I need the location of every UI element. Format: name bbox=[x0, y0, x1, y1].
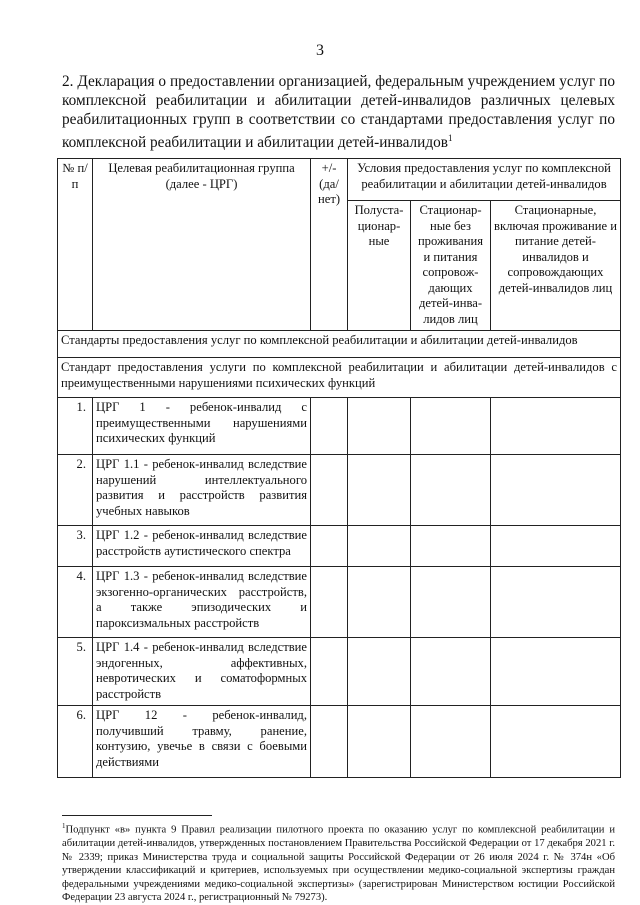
cell-yes-no[interactable] bbox=[311, 398, 348, 455]
cell-stationary-with-living[interactable] bbox=[491, 567, 621, 638]
footnote bbox=[62, 820, 615, 905]
cell-stationary-with-living[interactable] bbox=[491, 706, 621, 778]
cell-semi-stationary[interactable] bbox=[348, 567, 411, 638]
footnote-mark: 1 bbox=[62, 822, 66, 830]
subsection-title-row: Стандарт предоставления услуги по комплексной реабилитации и абилитации детей-инвалидов с преимущественными нарушениями психических функций bbox=[58, 358, 621, 398]
cell-semi-stationary[interactable] bbox=[348, 398, 411, 455]
row-group: ЦРГ 1.1 - ребенок-инвалид вследствие нарушений интеллектуального развития и расстройств развития учебных навыков bbox=[93, 455, 311, 526]
cell-yes-no[interactable] bbox=[311, 526, 348, 567]
footnote-text: Подпункт «в» пункта 9 Правил реализации пилотного проекта по оказанию услуг по комплексной реабилитации и абилитации детей-инвалидов, утвержденных постановлением Правительства Российской Федерации от 17 декабря 2021 г. № 2339; приказ Министерства труда и социальной защиты Российской Федерации от 26 июля 2024 г. № 374н «Об утверждении классификаций и критериев, используемых при осуществлении медико-социальной экспертизы граждан федеральными учреждениями медико-социальной экспертизы» (зарегистрирован Министерством юстиции Российской Федерации 23 августа 2024 г., регистрационный № 79273). bbox=[62, 824, 615, 904]
row-num: 5. bbox=[58, 638, 93, 706]
row-group: ЦРГ 1.3 - ребенок-инвалид вследствие экзогенно-органических расстройств, а также эпизодических и пароксизмальных расстройств bbox=[93, 567, 311, 638]
cell-stationary-with-living[interactable] bbox=[491, 398, 621, 455]
cell-stationary-no-living[interactable] bbox=[411, 398, 491, 455]
table-row bbox=[58, 398, 621, 455]
cell-stationary-no-living[interactable] bbox=[411, 455, 491, 526]
row-group: ЦРГ 1 - ребенок-инвалид с преимущественными нарушениями психических функций bbox=[93, 398, 311, 455]
header-group: Целевая реабилитационная группа (далее - ЦРГ) bbox=[93, 159, 311, 331]
cell-stationary-no-living[interactable] bbox=[411, 526, 491, 567]
cell-yes-no[interactable] bbox=[311, 455, 348, 526]
section-title-row: Стандарты предоставления услуг по комплексной реабилитации и абилитации детей-инвалидов bbox=[58, 331, 621, 358]
cell-semi-stationary[interactable] bbox=[348, 706, 411, 778]
cell-yes-no[interactable] bbox=[311, 638, 348, 706]
header-stationary-with-living: Стационарные, включая проживание и питание детей-инвалидов и сопровождающих детей-инвалидов лиц bbox=[491, 201, 621, 331]
table-row bbox=[58, 455, 621, 526]
header-num: № п/п bbox=[58, 159, 93, 331]
cell-stationary-no-living[interactable] bbox=[411, 706, 491, 778]
cell-yes-no[interactable] bbox=[311, 567, 348, 638]
table-row bbox=[58, 706, 621, 778]
cell-stationary-with-living[interactable] bbox=[491, 455, 621, 526]
row-group: ЦРГ 1.2 - ребенок-инвалид вследствие расстройств аутистического спектра bbox=[93, 526, 311, 567]
section-heading bbox=[62, 72, 615, 152]
heading-text: 2. Декларация о предоставлении организацией, федеральным учреждением услуг по комплексной реабилитации и абилитации детей-инвалидов различных целевых реабилитационных групп в соответствии со стандартами предоставления услуг по комплексной реабилитации и абилитации детей-инвалидов bbox=[62, 73, 615, 152]
row-group: ЦРГ 12 - ребенок-инвалид, получивший травму, ранение, контузию, увечье в связи с боевыми действиями bbox=[93, 706, 311, 778]
cell-semi-stationary[interactable] bbox=[348, 455, 411, 526]
page-number: 3 bbox=[316, 42, 324, 59]
cell-yes-no[interactable] bbox=[311, 706, 348, 778]
row-num: 6. bbox=[58, 706, 93, 778]
row-num: 3. bbox=[58, 526, 93, 567]
table-row bbox=[58, 567, 621, 638]
row-num: 2. bbox=[58, 455, 93, 526]
header-stationary-no-living: Стационар-ные без проживания и питания сопровож-дающих детей-инва-лидов лиц bbox=[411, 201, 491, 331]
footnote-ref: 1 bbox=[448, 133, 453, 143]
row-group: ЦРГ 1.4 - ребенок-инвалид вследствие эндогенных, аффективных, невротических и соматоформных расстройств bbox=[93, 638, 311, 706]
table-row bbox=[58, 638, 621, 706]
cell-semi-stationary[interactable] bbox=[348, 638, 411, 706]
header-yes-no: +/- (да/ нет) bbox=[311, 159, 348, 331]
cell-semi-stationary[interactable] bbox=[348, 526, 411, 567]
table-row bbox=[58, 526, 621, 567]
cell-stationary-with-living[interactable] bbox=[491, 526, 621, 567]
header-conditions: Условия предоставления услуг по комплексной реабилитации и абилитации детей-инвалидов bbox=[348, 159, 621, 201]
cell-stationary-no-living[interactable] bbox=[411, 638, 491, 706]
row-num: 1. bbox=[58, 398, 93, 455]
row-num: 4. bbox=[58, 567, 93, 638]
cell-stationary-no-living[interactable] bbox=[411, 567, 491, 638]
header-semi-stationary: Полуста-ционар-ные bbox=[348, 201, 411, 331]
declaration-table bbox=[57, 158, 621, 778]
footnote-divider bbox=[62, 815, 212, 816]
cell-stationary-with-living[interactable] bbox=[491, 638, 621, 706]
